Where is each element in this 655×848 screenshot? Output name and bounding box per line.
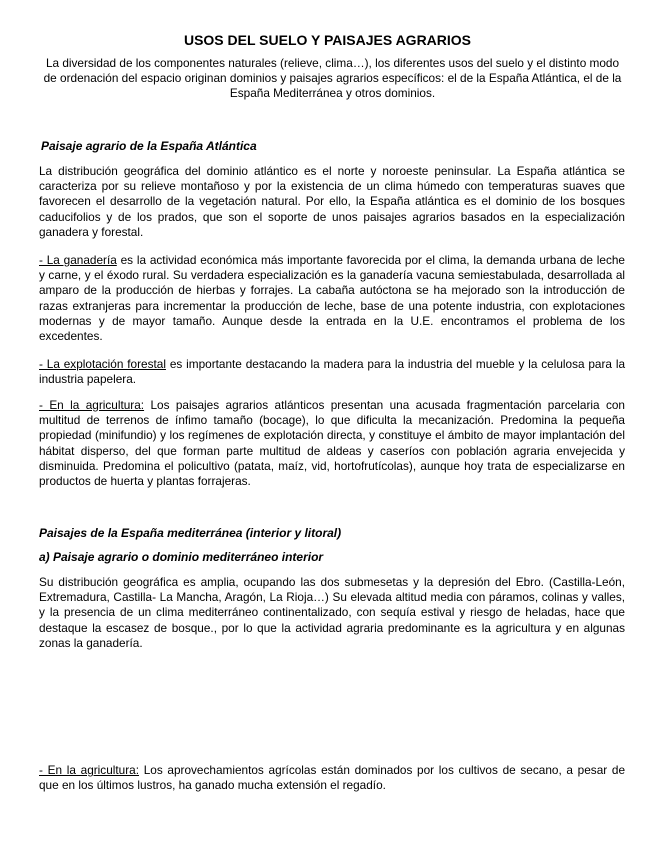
ganaderia-paragraph	[39, 253, 625, 344]
agricultura-mediterranea-text: Los aprovechamientos agrícolas están dominados por los cultivos de secano, a pesar de que en los últimos lustros, ha ganado mucha extensión el regadío.	[39, 763, 626, 793]
page-title: USOS DEL SUELO Y PAISAJES AGRARIOS	[183, 32, 472, 48]
ganaderia-label: - La ganadería	[39, 253, 117, 267]
agricultura-mediterranea-paragraph	[39, 763, 625, 793]
forestal-label: - La explotación forestal	[39, 357, 166, 371]
ganaderia-text: es la actividad económica más importante favorecida por el clima, la demanda urbana de leche y carne, y el éxodo rural. Su verdadera especialización es la ganadería vacuna semiestabulada, desarrollada al amparo de la producción de hierbas y forrajes. La cabaña autóctona se ha mejorado son la introducción de razas extranjeras para incrementar la producción de leche, base de una potente industria, con explotaciones modernas y de mayor tamaño. Aunque desde la entrada en la U.E. encontramos el problema de los excedentes.	[39, 253, 625, 344]
agricultura-atlantica-paragraph	[39, 398, 625, 489]
intro-paragraph: La diversidad de los componentes naturales (relieve, clima…), los diferentes usos del suelo y el distinto modo de ordenación del espacio originan dominios y paisajes agrarios específicos: el de la España Atlántica, el de la España Mediterránea y otros dominios.	[43, 56, 622, 101]
agricultura-mediterranea-label: - En la agricultura:	[39, 763, 139, 777]
heading-mediterranea: Paisajes de la España mediterránea (interior y litoral)	[39, 526, 342, 540]
subheading-mediterraneo-interior: a) Paisaje agrario o dominio mediterráneo interior	[39, 550, 324, 564]
forestal-text: es importante destacando la madera para la industria del mueble y la celulosa para la industria papelera.	[39, 357, 626, 387]
agricultura-atlantica-text: Los paisajes agrarios atlánticos presentan una acusada fragmentación parcelaria con multitud de terrenos de ínfimo tamaño (bocage), lo que dificulta la mecanización. Predomina la pequeña propiedad (minifundio) y los regímenes de explotación directa, y constituye el ámbito de mayor implantación del hábitat disperso, del que forman parte multitud de aldeas y caseríos con población agraria envejecida y disminuida. Predomina el policultivo (patata, maíz, vid, hortofrutícolas), aunque hoy trata de especializarse en productos de huerta y plantas forrajeras.	[39, 398, 625, 489]
atlantica-intro-paragraph: La distribución geográfica del dominio atlántico es el norte y noroeste peninsular. La España atlántica se caracteriza por su relieve montañoso y por la existencia de un clima húmedo con temperaturas suaves que favorecen el desarrollo de la vegetación natural. Por ello, la España atlántica es el dominio de los bosques caducifolios y de los prados, que son el soporte de unos paisajes agrarios basados en la especialización ganadera y forestal.	[39, 164, 625, 239]
forestal-paragraph	[39, 357, 625, 387]
heading-atlantica: Paisaje agrario de la España Atlántica	[41, 139, 257, 153]
mediterraneo-interior-paragraph: Su distribución geográfica es amplia, ocupando las dos submesetas y la depresión del Ebro. (Castilla-León, Extremadura, Castilla- La Mancha, Aragón, La Rioja…) Su elevada altitud media con páramos, colinas y valles, y la presencia de un clima mediterráneo continentalizado, con sequía estival y riesgo de heladas, hace que destaque la escasez de bosque., por lo que la actividad agraria predominante es la agricultura y en algunas zonas la ganadería.	[39, 575, 625, 650]
agricultura-atlantica-label: - En la agricultura:	[39, 398, 145, 412]
